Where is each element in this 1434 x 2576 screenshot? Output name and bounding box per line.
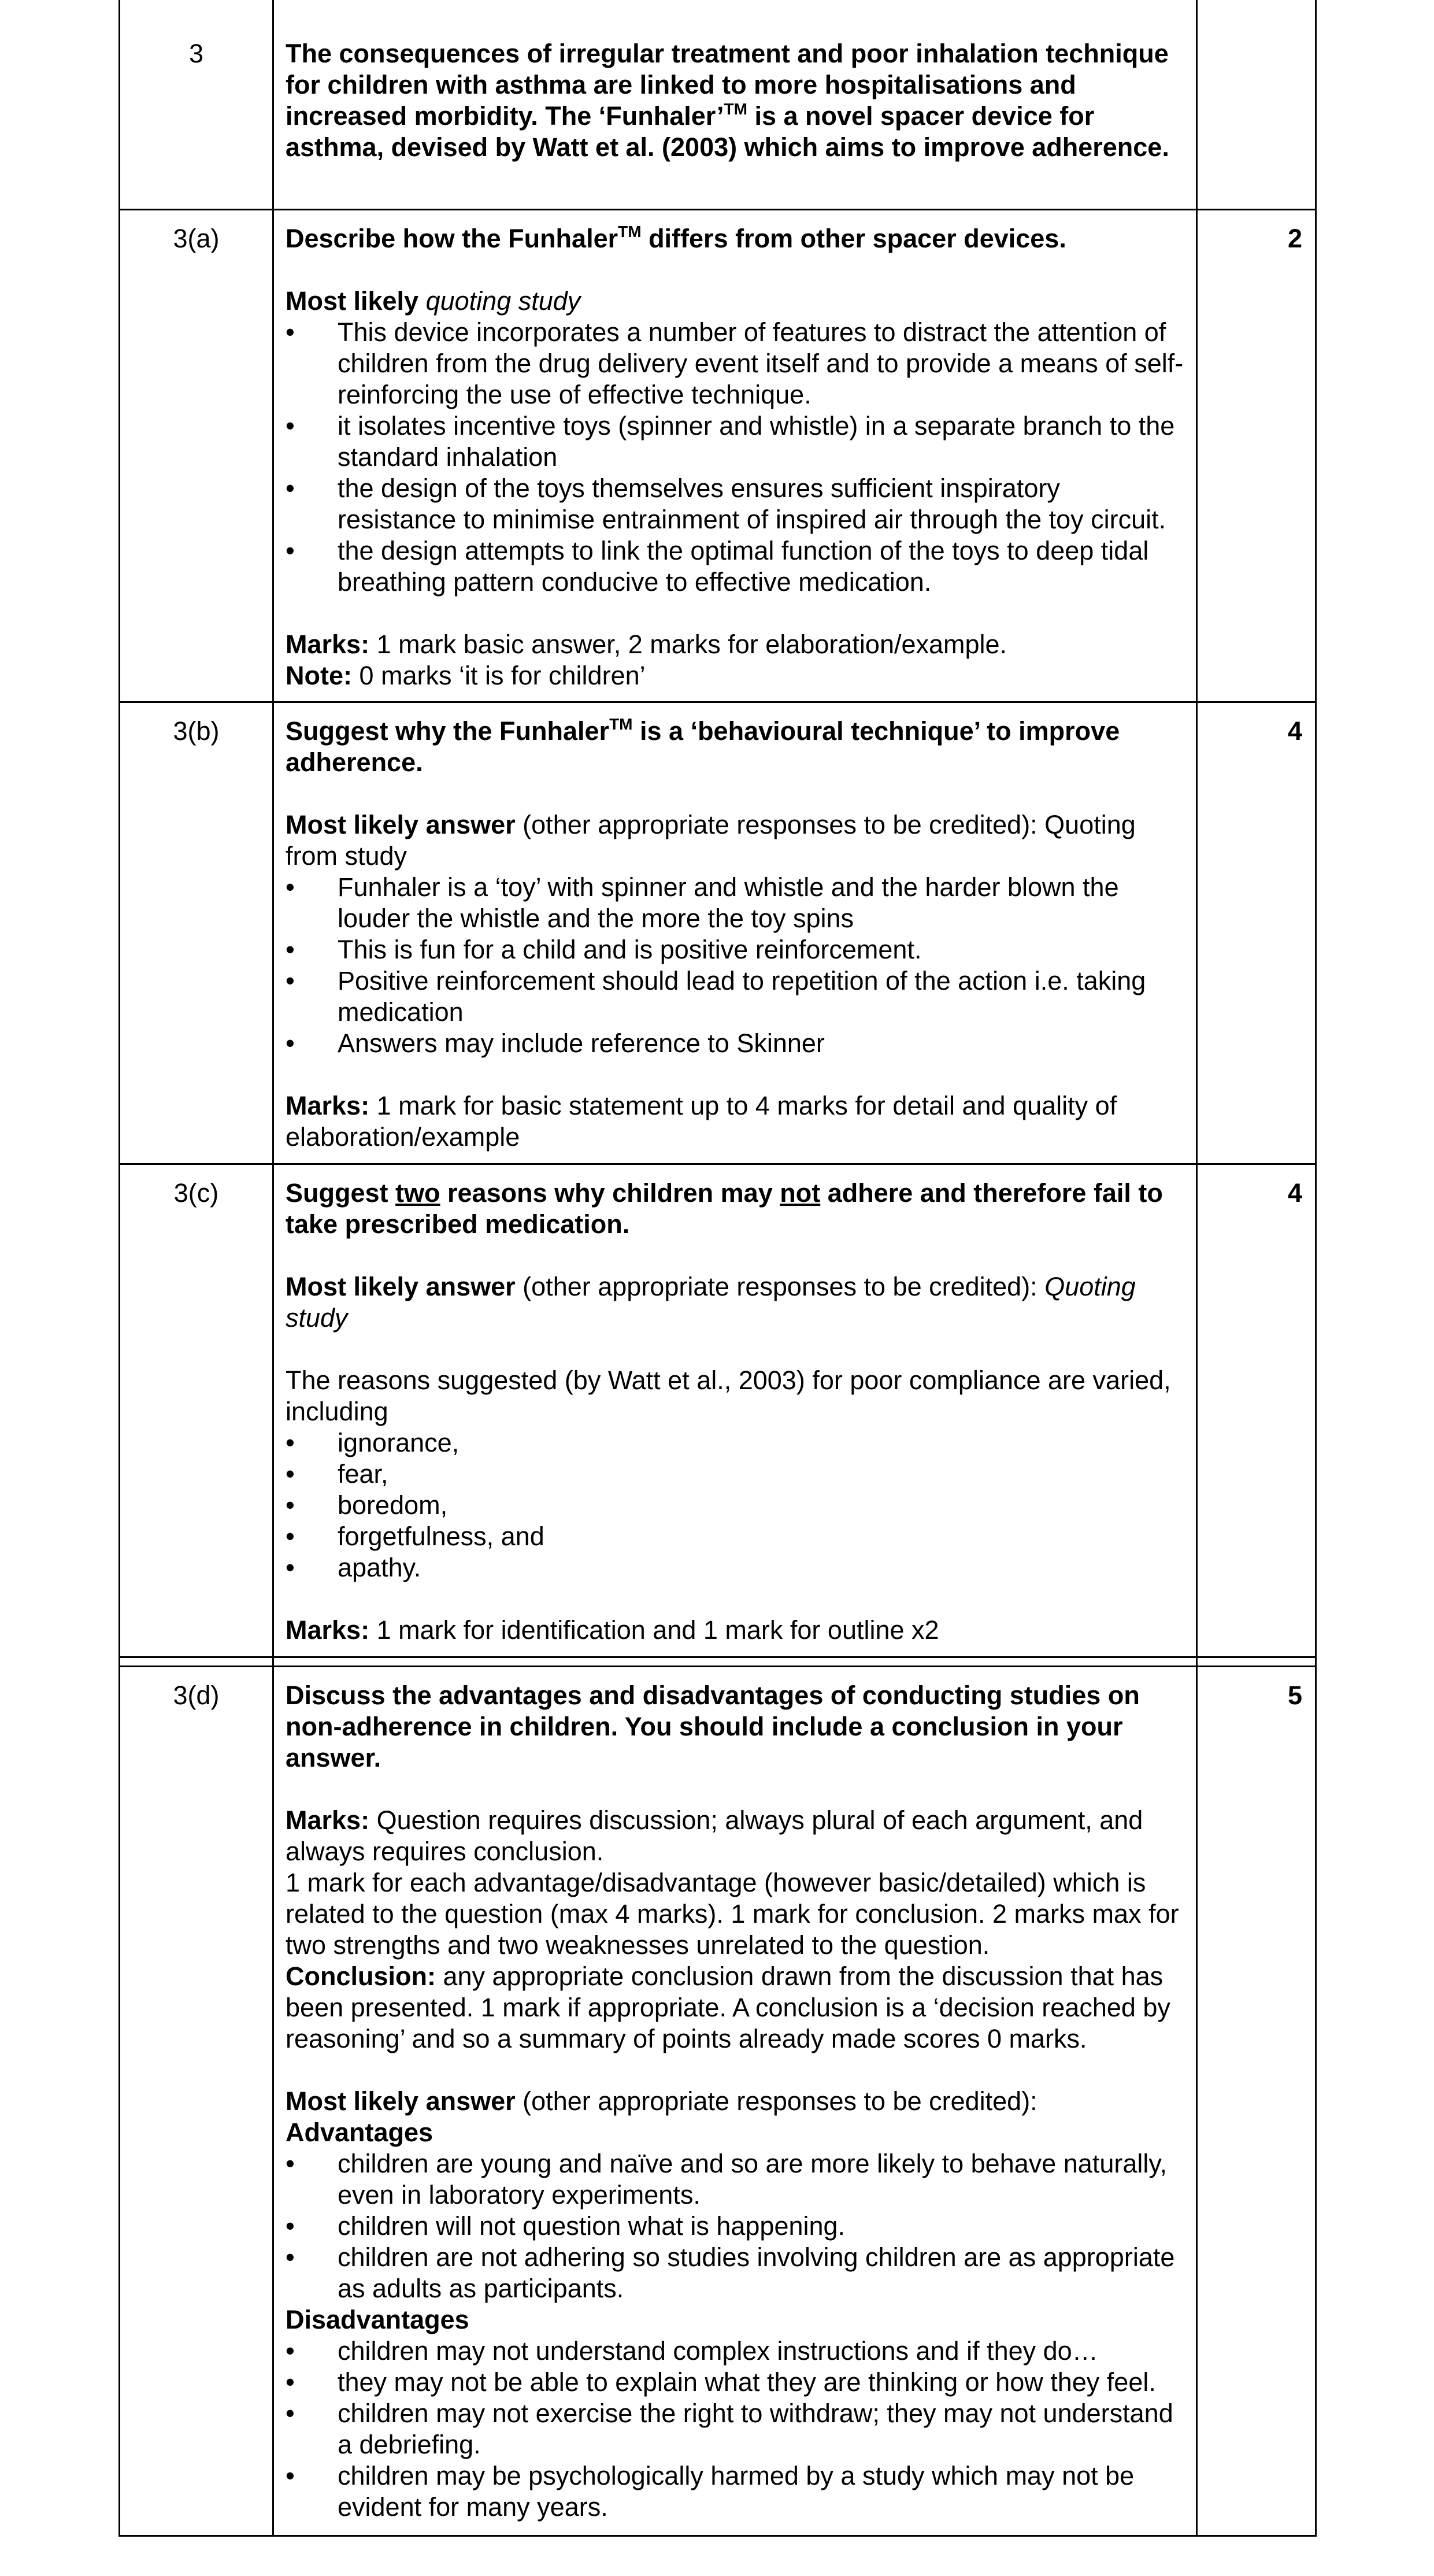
answer-bullets <box>286 1427 1184 1583</box>
list-item: • Answers may include reference to Skinner <box>286 1028 1184 1059</box>
question-number: 3 <box>120 0 274 209</box>
marks-value: 5 <box>1287 1681 1302 1710</box>
list-item: • children are not adhering so studies involving children are as appropriate as adults as participants. <box>286 2242 1184 2304</box>
list-item: • This device incorporates a number of features to distract the attention of children from the drug delivery event itself and to provide a means of self-reinforcing the use of effective technique. <box>286 317 1184 410</box>
answer-intro: Most likely quoting study <box>286 286 581 316</box>
table-row-q3a <box>118 210 1317 703</box>
row-divider <box>118 1658 1317 1667</box>
advantages-heading: Advantages <box>286 2118 433 2147</box>
answer-intro: Most likely answer (other appropriate responses to be credited): Quoting study <box>286 1272 1136 1333</box>
advantages-list <box>286 2148 1184 2304</box>
trademark: TM <box>724 100 747 118</box>
question-text: Suggest two reasons why children may not adhere and therefore fail to take prescribed medication. <box>286 1178 1163 1239</box>
table-row-q3 <box>118 0 1317 210</box>
list-item: • Funhaler is a ‘toy’ with spinner and whistle and the harder blown the louder the whistle and the more the toy spins <box>286 872 1184 934</box>
list-item: • children may not understand complex instructions and if they do… <box>286 2336 1184 2367</box>
question-text: Describe how the Funhaler™ differs from other spacer devices. <box>286 223 1066 253</box>
list-item: • ignorance, <box>286 1427 1184 1459</box>
marks-guidance: Marks: Question requires discussion; always plural of each argument, and always requires conclusion. <box>286 1805 1143 1866</box>
stem-text-2: is a novel spacer device for asthma, devised by Watt et al. (2003) which aims to improve adherence. <box>286 101 1169 162</box>
note: Note: 0 marks ‘it is for children’ <box>286 661 646 690</box>
answer-cell <box>274 1667 1198 2535</box>
marks-value: 2 <box>1287 224 1302 253</box>
marks-guidance: Marks: 1 mark basic answer, 2 marks for elaboration/example. <box>286 630 1007 659</box>
question-text: Discuss the advantages and disadvantages of conducting studies on non-adherence in children. You should include a conclusion in your answer. <box>286 1681 1140 1772</box>
list-item: • it isolates incentive toys (spinner and whistle) in a separate branch to the standard inhalation <box>286 410 1184 473</box>
marks-value: 4 <box>1287 1178 1302 1208</box>
reasons-text: The reasons suggested (by Watt et al., 2003) for poor compliance are varied, including <box>286 1365 1171 1426</box>
table-row-q3d <box>118 1667 1317 2537</box>
list-item: • This is fun for a child and is positive reinforcement. <box>286 934 1184 965</box>
mark-scheme-table <box>118 0 1317 2537</box>
question-number: 3(a) <box>120 210 274 701</box>
disadvantages-heading: Disadvantages <box>286 2305 469 2334</box>
list-item: • forgetfulness, and <box>286 1521 1184 1552</box>
list-item: • fear, <box>286 1459 1184 1490</box>
answer-bullets <box>286 317 1184 598</box>
marks-guidance: Marks: 1 mark for basic statement up to 4 marks for detail and quality of elaboration/example <box>286 1091 1117 1152</box>
stem-text-1: The consequences of irregular treatment and poor inhalation technique for children with asthma are linked to more hospitalisations and increased morbidity. The ‘Funhaler’ <box>286 39 1169 131</box>
list-item: • children will not question what is happening. <box>286 2211 1184 2242</box>
list-item: • children may not exercise the right to withdraw; they may not understand a debriefing. <box>286 2398 1184 2460</box>
disadvantages-list <box>286 2336 1184 2523</box>
table-row-q3c <box>118 1165 1317 1658</box>
answer-cell <box>274 703 1198 1163</box>
list-item: • children are young and naïve and so are more likely to behave naturally, even in laboratory experiments. <box>286 2148 1184 2211</box>
marks-detail: 1 mark for each advantage/disadvantage (however basic/detailed) which is related to the question (max 4 marks). 1 mark for conclusion. 2 marks max for two strengths and two weaknesses unrelated to the question. <box>286 1868 1179 1960</box>
list-item: • boredom, <box>286 1490 1184 1521</box>
list-item: • children may be psychologically harmed by a study which may not be evident for many years. <box>286 2460 1184 2523</box>
marks-value: 4 <box>1287 716 1302 746</box>
conclusion-guidance: Conclusion: any appropriate conclusion drawn from the discussion that has been presented. 1 mark if appropriate. A conclusion is a ‘decision reached by reasoning’ and so a summary of points already made scores 0 marks. <box>286 1961 1170 2053</box>
answer-intro: Most likely answer (other appropriate responses to be credited): <box>286 2086 1037 2116</box>
answer-intro: Most likely answer (other appropriate responses to be credited): Quoting from study <box>286 810 1136 871</box>
answer-cell <box>274 210 1198 701</box>
list-item: • Positive reinforcement should lead to repetition of the action i.e. taking medication <box>286 965 1184 1028</box>
question-number: 3(c) <box>120 1165 274 1656</box>
table-row-q3b <box>118 703 1317 1165</box>
question-stem <box>274 0 1198 209</box>
list-item: • apathy. <box>286 1552 1184 1583</box>
list-item: • the design of the toys themselves ensures sufficient inspiratory resistance to minimise entrainment of inspired air through the toy circuit. <box>286 473 1184 535</box>
question-number: 3(d) <box>120 1667 274 2535</box>
answer-bullets <box>286 872 1184 1059</box>
marks-guidance: Marks: 1 mark for identification and 1 mark for outline x2 <box>286 1615 939 1645</box>
list-item: • they may not be able to explain what they are thinking or how they feel. <box>286 2367 1184 2398</box>
question-number: 3(b) <box>120 703 274 1163</box>
list-item: • the design attempts to link the optimal function of the toys to deep tidal breathing pattern conducive to effective medication. <box>286 535 1184 598</box>
marks-cell <box>1198 0 1315 209</box>
question-text: Suggest why the Funhaler™ is a ‘behavioural technique’ to improve adherence. <box>286 715 1120 777</box>
answer-cell <box>274 1165 1198 1656</box>
